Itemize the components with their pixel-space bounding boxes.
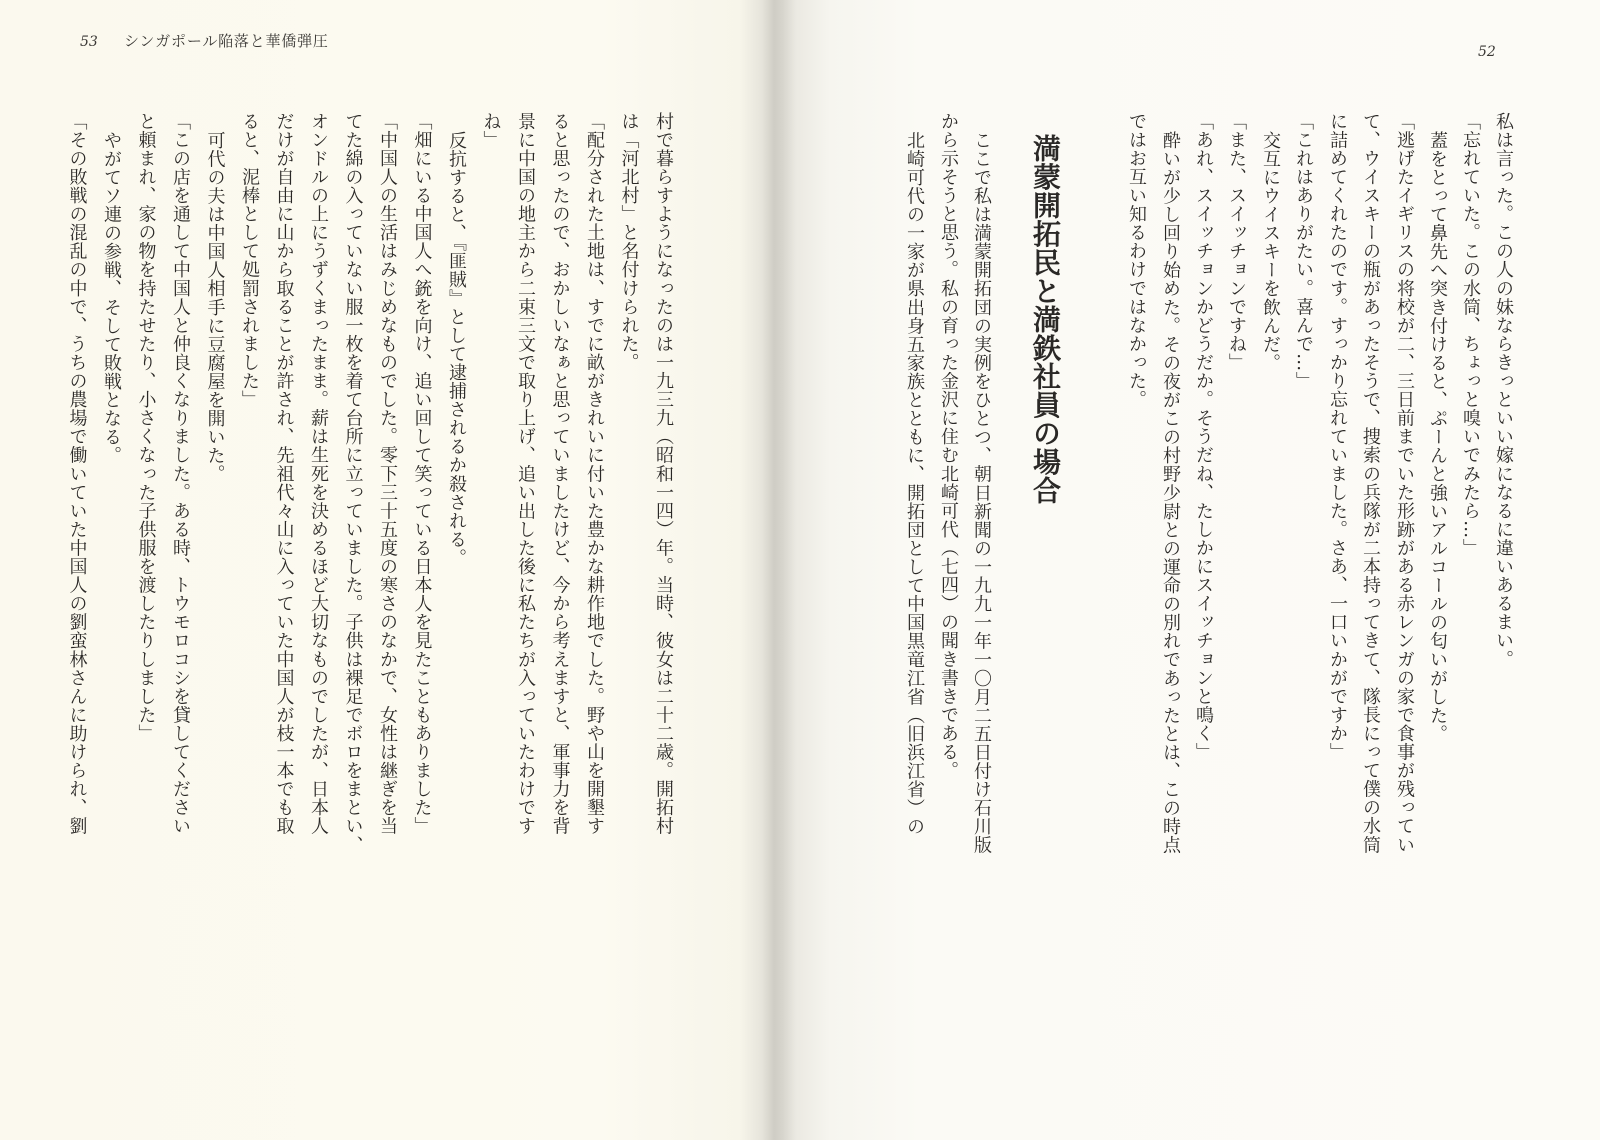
text-line: 景に中国の地主から二束三文で取り上げ、追い出した後に私たちが入っていたわけです bbox=[515, 112, 536, 836]
text-line: 「この店を通して中国人と仲良くなりました。ある時、トウモロコシを貸してください bbox=[170, 112, 191, 836]
text-line: 交互にウイスキーを飲んだ。 bbox=[1260, 130, 1281, 372]
text-line: 「その敗戦の混乱の中で、うちの農場で働いていた中国人の劉蛮林さんに助けられ、劉 bbox=[66, 112, 88, 836]
text-line: 「畑にいる中国人へ銃を向け、追い回して笑っている日本人を見たこともありました」 bbox=[411, 112, 433, 836]
text-line: 「また、スイッチョンですね」 bbox=[1226, 112, 1247, 372]
text-line: 「中国人の生活はみじめなものでした。零下三十五度の寒さのなかで、女性は継ぎを当 bbox=[377, 112, 398, 836]
page-number: 53 bbox=[80, 34, 98, 50]
left-page bbox=[0, 0, 775, 1140]
text-line: 「これはありがたい。喜んで…」 bbox=[1293, 112, 1314, 391]
text-line: ではお互い知るわけではなかった。 bbox=[1126, 112, 1147, 409]
right-page bbox=[775, 0, 1600, 1140]
text-line: と頼まれ、家の物を持たせたり、小さくなった子供服を渡したりしました」 bbox=[135, 112, 157, 743]
text-line: 可代の夫は中国人相手に豆腐屋を開いた。 bbox=[204, 130, 226, 483]
text-line: ると、泥棒として処罰されました」 bbox=[239, 112, 260, 409]
text-line: て、ウイスキーの瓶があったそうで、捜索の兵隊が二本持ってきて、隊長にって僕の水筒 bbox=[1360, 112, 1381, 854]
text-line: てた綿の入っていない服一枚を着て台所に立っていました。子供は裸足でボロをまとい、 bbox=[342, 112, 364, 854]
text-line: 「配分された土地は、すでに畝がきれいに付いた豊かな耕作地でした。野や山を開墾す bbox=[584, 112, 605, 836]
text-line: 「忘れていた。この水筒、ちょっと嗅いでみたら…」 bbox=[1460, 112, 1481, 558]
text-line: ここで私は満蒙開拓団の実例をひとつ、朝日新聞の一九九一年一〇月二五日付け石川版 bbox=[971, 130, 992, 854]
text-line: ね」 bbox=[480, 112, 502, 150]
text-line: 蓋をとって鼻先へ突き付けると、ぷーんと強いアルコールの匂いがした。 bbox=[1427, 130, 1448, 743]
text-line: 酔いが少し回り始めた。その夜がこの村野少尉との運命の別れであったとは、この時点 bbox=[1160, 130, 1181, 854]
text-line: やがてソ連の参戦、そして敗戦となる。 bbox=[101, 130, 122, 465]
text-line: 私は言った。この人の妹ならきっといい嫁になるに違いあるまい。 bbox=[1493, 112, 1514, 669]
text-line: 「逃げたイギリスの将校が二、三日前までいた形跡がある赤レンガの家で食事が残ってい bbox=[1394, 112, 1415, 854]
text-line: だけが自由に山から取ることが許され、先祖代々山に入っていた中国人が枝一本でも取 bbox=[273, 112, 295, 836]
text-line: オンドルの上にうずくまったまま。薪は生死を決めるほど大切なものでしたが、日本人 bbox=[308, 112, 329, 836]
text-line: 反抗すると、『匪賊』として逮捕されるか殺される。 bbox=[446, 130, 467, 567]
text-line: から示そうと思う。私の育った金沢に住む北崎可代（七四）の聞き書きである。 bbox=[938, 112, 959, 780]
section-heading: 満蒙開拓民と満鉄社員の場合 bbox=[1029, 134, 1062, 505]
running-head: シンガポール陥落と華僑弾圧 bbox=[124, 32, 329, 50]
text-line: に詰めてくれたのです。すっかり忘れていました。さあ、一口いかがですか」 bbox=[1327, 112, 1348, 762]
text-line: 「あれ、スイッチョンかどうだか。そうだね、たしかにスイッチョンと鳴く」 bbox=[1193, 112, 1214, 762]
text-line: は「河北村」と名付けられた。 bbox=[618, 112, 640, 372]
page-number: 52 bbox=[1478, 44, 1496, 60]
text-line: 北崎可代の一家が県出身五家族とともに、開拓団として中国黒竜江省（旧浜江省）の bbox=[904, 130, 925, 836]
text-line: 村で暮らすようになったのは一九三九（昭和一四）年。当時、彼女は二十二歳。開拓村 bbox=[653, 112, 674, 836]
text-line: ると思ったので、おかしいなぁと思っていましたけど、今から考えますと、軍事力を背 bbox=[549, 112, 571, 836]
